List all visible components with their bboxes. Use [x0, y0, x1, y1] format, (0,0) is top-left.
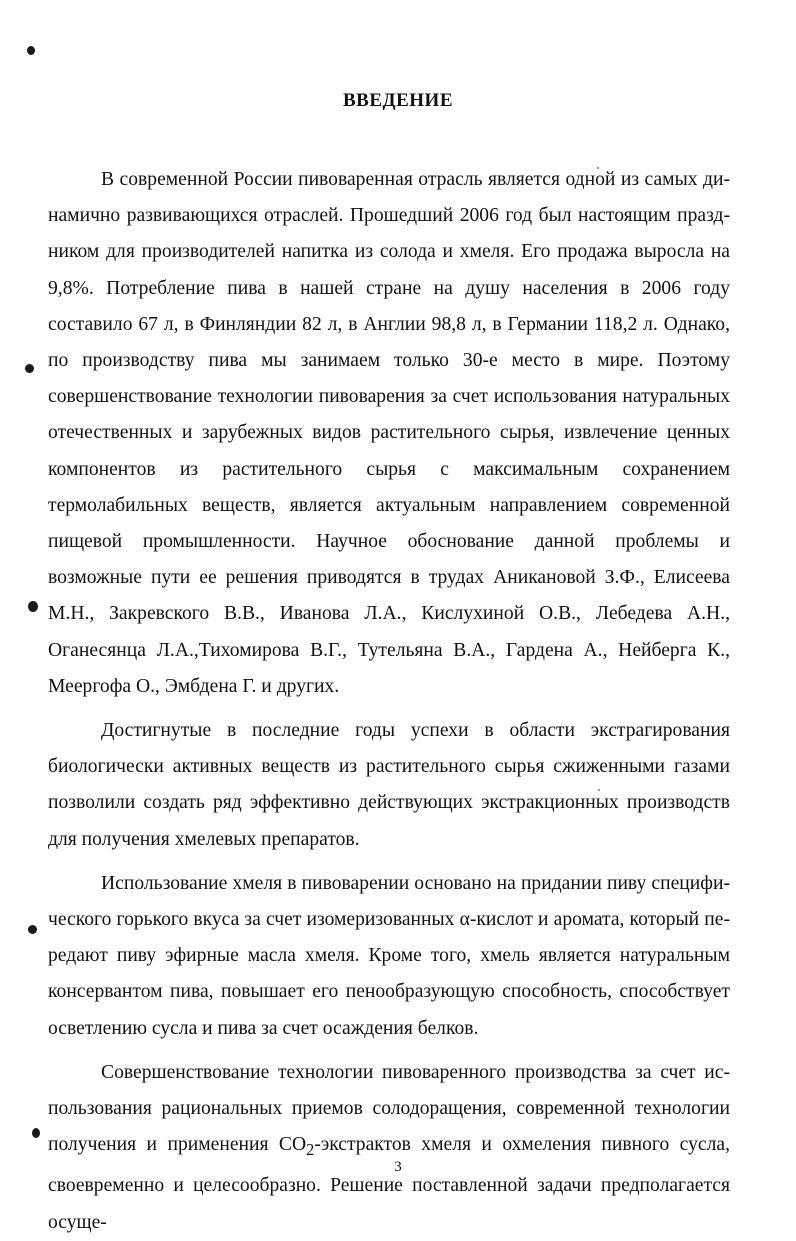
binding-hole-mark — [25, 364, 34, 373]
paragraph-last — [48, 1055, 730, 1241]
paragraph-text-after-formula: -экстрактов хмеля и охмеления пивного сусла, своевременно и целесообразно. Решение поставленной задачи предполагается осуще- — [48, 1134, 730, 1233]
page-number: 3 — [394, 1159, 402, 1175]
paragraph: Использование хмеля в пивоварении основано на придании пиву специфического горького вкуса за счет изомеризованных α-кислот и аромата, который передают пиву эфирные масла хмеля. Кроме того, хмель является натуральным консервантом пива, повышает его пенообразующую способность, способствует осветлению сусла и пива за счет осаждения белков. — [48, 872, 730, 1039]
binding-hole-mark — [28, 601, 38, 612]
paragraph: Достигнутые в последние годы успехи в области экстрагирования биологически активных веществ из растительного сырья сжиженными газами позволили создать ряд эффективно действующих экстракционных производств для получения хмелевых препаратов. — [48, 720, 730, 850]
binding-hole-mark — [27, 46, 35, 55]
binding-hole-mark — [32, 1128, 40, 1138]
body-text — [48, 162, 730, 1241]
binding-hole-mark — [28, 925, 37, 934]
paragraph: В современной России пивоваренная отрасль является одной из самых динамично развивающихся отраслей. Прошедший 2006 год был настоящим праздником для производителей напитка из солода и хмеля. Его продажа выросла на 9,8%. Потребление пива в нашей стране на душу населения в 2006 году составило 67 л, в Финляндии 82 л, в Англии 98,8 л, в Германии 118,2 л. Однако, по производству пива мы занимаем только 30-е место в мире. Поэтому совершенствование технологии пивоварения за счет использования натуральных отечественных и зарубежных видов растительного сырья, извлечение ценных компонентов из растительного сырья с максимальным сохранением термолабильных веществ, является актуальным направлением современной пищевой промышленности. Научное обоснование данной проблемы и возможные пути ее решения приводятся в трудах Аникановой З.Ф., Елисеева М.Н., Закревского В.В., Иванова Л.А., Кислухиной О.В., Лебедева А.Н., Оганесянца Л.А.,Тихомирова В.Г., Тутельяна В.А., Гардена А., Нейберга К., Меергофа О., Эмбдена Г. и других. — [48, 169, 730, 697]
formula-subscript: 2 — [306, 1140, 315, 1160]
section-title: ВВЕДЕНИЕ — [343, 90, 453, 111]
paragraph-text-before-formula: Совершенствование технологии пивоваренного производства за счет использования рациональных приемов солодоращения, современной технологии получения и применения CO — [48, 1061, 730, 1156]
